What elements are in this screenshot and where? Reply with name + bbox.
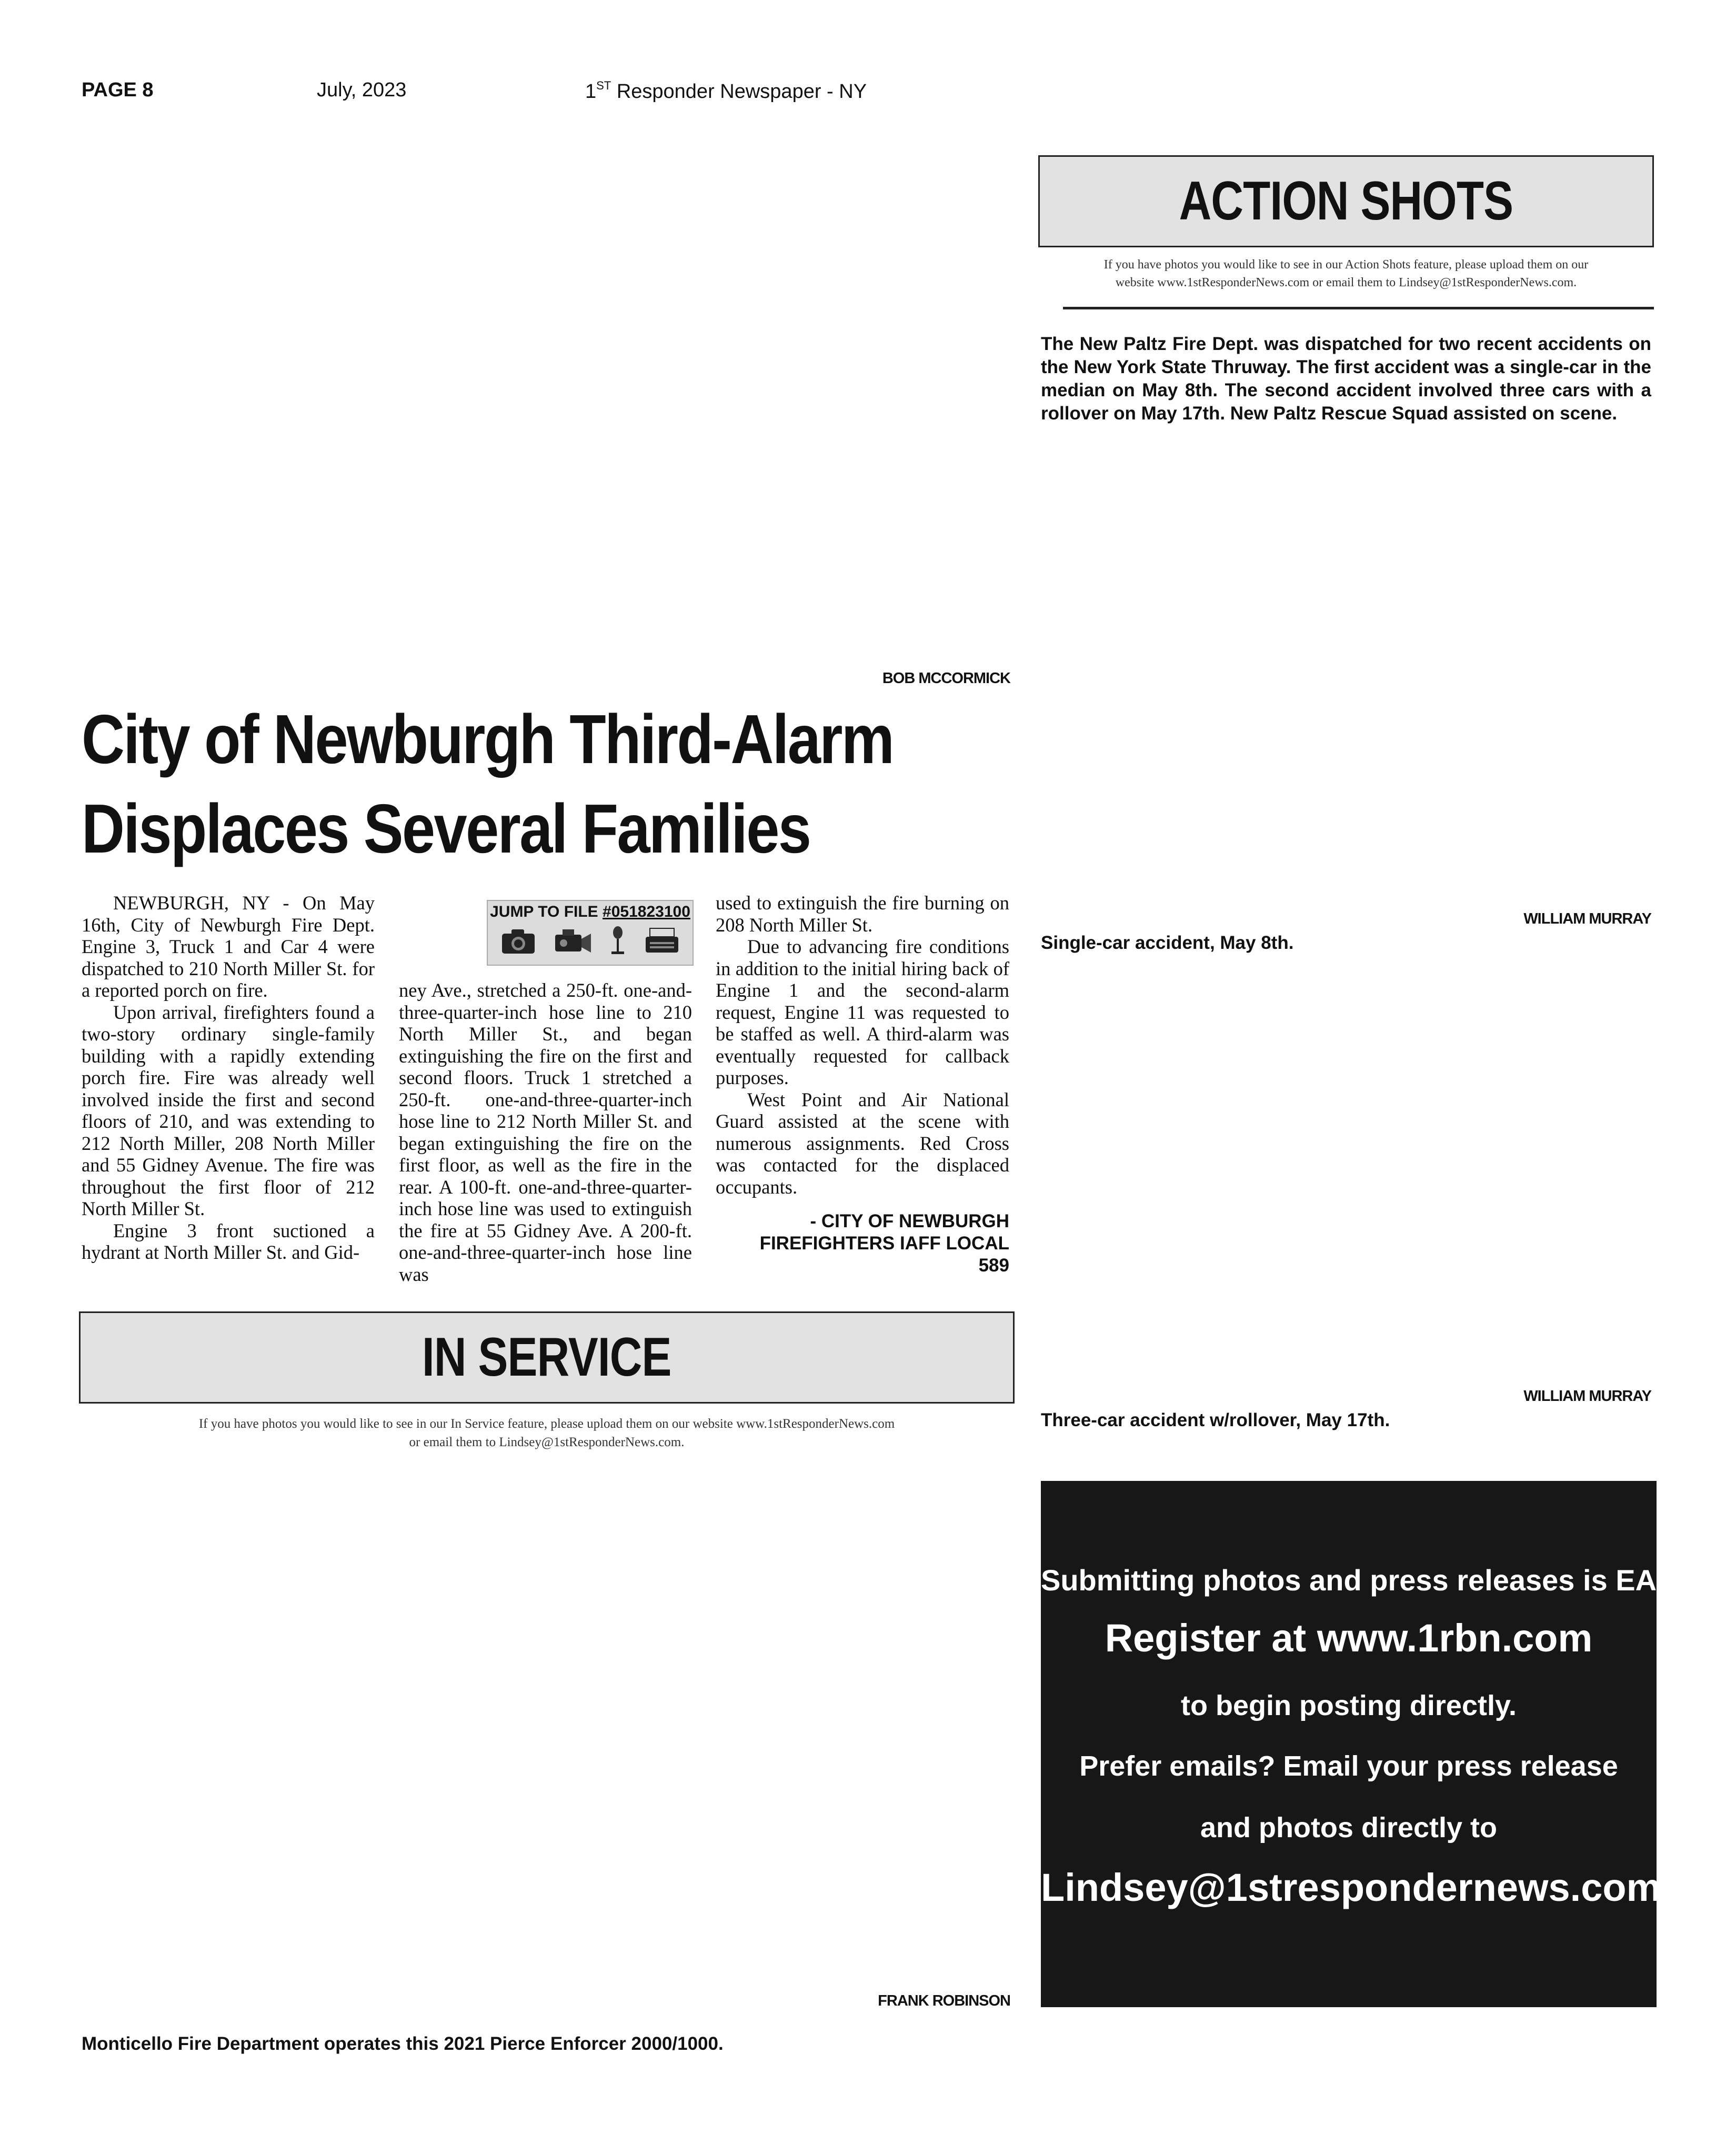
photo-credit: WILLIAM MURRAY bbox=[1523, 1388, 1651, 1405]
issue-date: July, 2023 bbox=[317, 79, 407, 101]
photo-credit: BOB MCCORMICK bbox=[882, 670, 1010, 687]
microphone-icon bbox=[607, 925, 628, 957]
promo-email-link[interactable]: Lindsey@1strespondernews.com bbox=[1041, 1866, 1661, 1909]
article-paragraph: used to extinguish the fire burning on 208 North Miller St. bbox=[716, 892, 1009, 936]
photo-caption: Monticello Fire Department operates this 2021 Pierce Enforcer 2000/1000. bbox=[82, 2033, 724, 2054]
promo-line: Submitting photos and press releases is EASY! bbox=[1041, 1564, 1706, 1597]
article-paragraph: West Point and Air National Guard assisted at the scene with numerous assignments. Red Cross was contacted for the displaced occupants. bbox=[716, 1088, 1009, 1198]
in-service-banner bbox=[79, 1311, 1015, 1404]
video-camera-icon bbox=[552, 926, 592, 956]
article-paragraph: NEWBURGH, NY - On May 16th, City of Newburgh Fire Dept. Engine 3, Truck 1 and Car 4 were dispatched to 210 North Miller St. for a reported porch on fire. bbox=[82, 892, 375, 1001]
photo-credit: WILLIAM MURRAY bbox=[1523, 910, 1651, 927]
photo-caption: Three-car accident w/rollover, May 17th. bbox=[1041, 1410, 1390, 1430]
action-shots-description: The New Paltz Fire Dept. was dispatched for two recent accidents on the New York State Thruway. The first accident was a single-car in the median on May 8th. The second accident involved three cars with a rollover on May 17th. New Paltz Rescue Squad assisted on scene. bbox=[1041, 334, 1651, 424]
in-service-title: IN SERVICE bbox=[422, 1327, 671, 1388]
promo-line: Prefer emails? Email your press release bbox=[1079, 1750, 1618, 1782]
in-service-note: If you have photos you would like to see in our In Service feature, please upload them on our website www.1stResponderNews.com or email them to Lindsey@1stResponderNews.com. bbox=[198, 1417, 895, 1449]
article-paragraph: Due to advancing fire conditions in addition to the initial hiring back of Engine 1 and the second-alarm request, Engine 11 was requested to be staffed as well. A third-alarm was eventually requested for callback purposes. bbox=[716, 936, 1009, 1088]
jump-to-file-label: JUMP TO FILE #051823100 bbox=[490, 903, 690, 920]
photo-caption: Single-car accident, May 8th. bbox=[1041, 933, 1294, 953]
article-column-2 bbox=[399, 979, 692, 1285]
newspaper-name: 1ST Responder Newspaper - NY bbox=[585, 79, 867, 103]
action-shots-banner bbox=[1038, 155, 1654, 247]
photo-credit: FRANK ROBINSON bbox=[878, 1992, 1010, 2009]
jump-to-file-badge[interactable] bbox=[487, 900, 694, 966]
action-shots-note: If you have photos you would like to see in our Action Shots feature, please upload them on our website www.1stResponderNews.com or email them to Lindsey@1stResponderNews.com. bbox=[1103, 258, 1589, 289]
promo-line: Register at www.1rbn.com bbox=[1105, 1616, 1593, 1660]
article-headline: City of Newburgh Third-Alarm Displaces Several Families bbox=[82, 700, 894, 867]
submission-promo-box bbox=[1041, 1481, 1706, 2007]
typewriter-icon bbox=[644, 926, 680, 956]
action-shots-title: ACTION SHOTS bbox=[1179, 171, 1513, 232]
article-paragraph: Upon arrival, firefighters found a two-story ordinary single-family building with a rapidly extending porch fire. Fire was already well involved inside the first and second floors of 210, and was extending to 212 North Miller, 208 North Miller and 55 Gidney Avenue. The fire was throughout the first floor of 212 North Miller St. bbox=[82, 1001, 375, 1219]
article-column-3 bbox=[716, 892, 1009, 1277]
page-number: PAGE 8 bbox=[82, 79, 154, 101]
article-column-1 bbox=[82, 892, 375, 1264]
action-shots-divider bbox=[1063, 307, 1654, 309]
promo-line: and photos directly to bbox=[1200, 1812, 1498, 1844]
article-paragraph: Engine 3 front suctioned a hydrant at North Miller St. and Gid- bbox=[82, 1219, 375, 1263]
camera-icon bbox=[500, 926, 537, 956]
article-byline: - CITY OF NEWBURGH FIREFIGHTERS IAFF LOCAL 589 bbox=[759, 1211, 1009, 1276]
article-paragraph: ney Ave., stretched a 250-ft. one-and-three-quarter-inch hose line to 210 North Miller St., and began extinguishing the fire on the first and second floors. Truck 1 stretched a 250-ft. one-and-three-quarter-inch hose line to 212 North Miller St. and began extinguishing the fire on the first floor, as well as the fire in the rear. A 100-ft. one-and-three-quarter-inch hose line was used to extinguish the fire at 55 Gidney Ave. A 200-ft. one-and-three-quarter-inch hose line was bbox=[399, 979, 692, 1285]
promo-line: to begin posting directly. bbox=[1180, 1690, 1517, 1721]
